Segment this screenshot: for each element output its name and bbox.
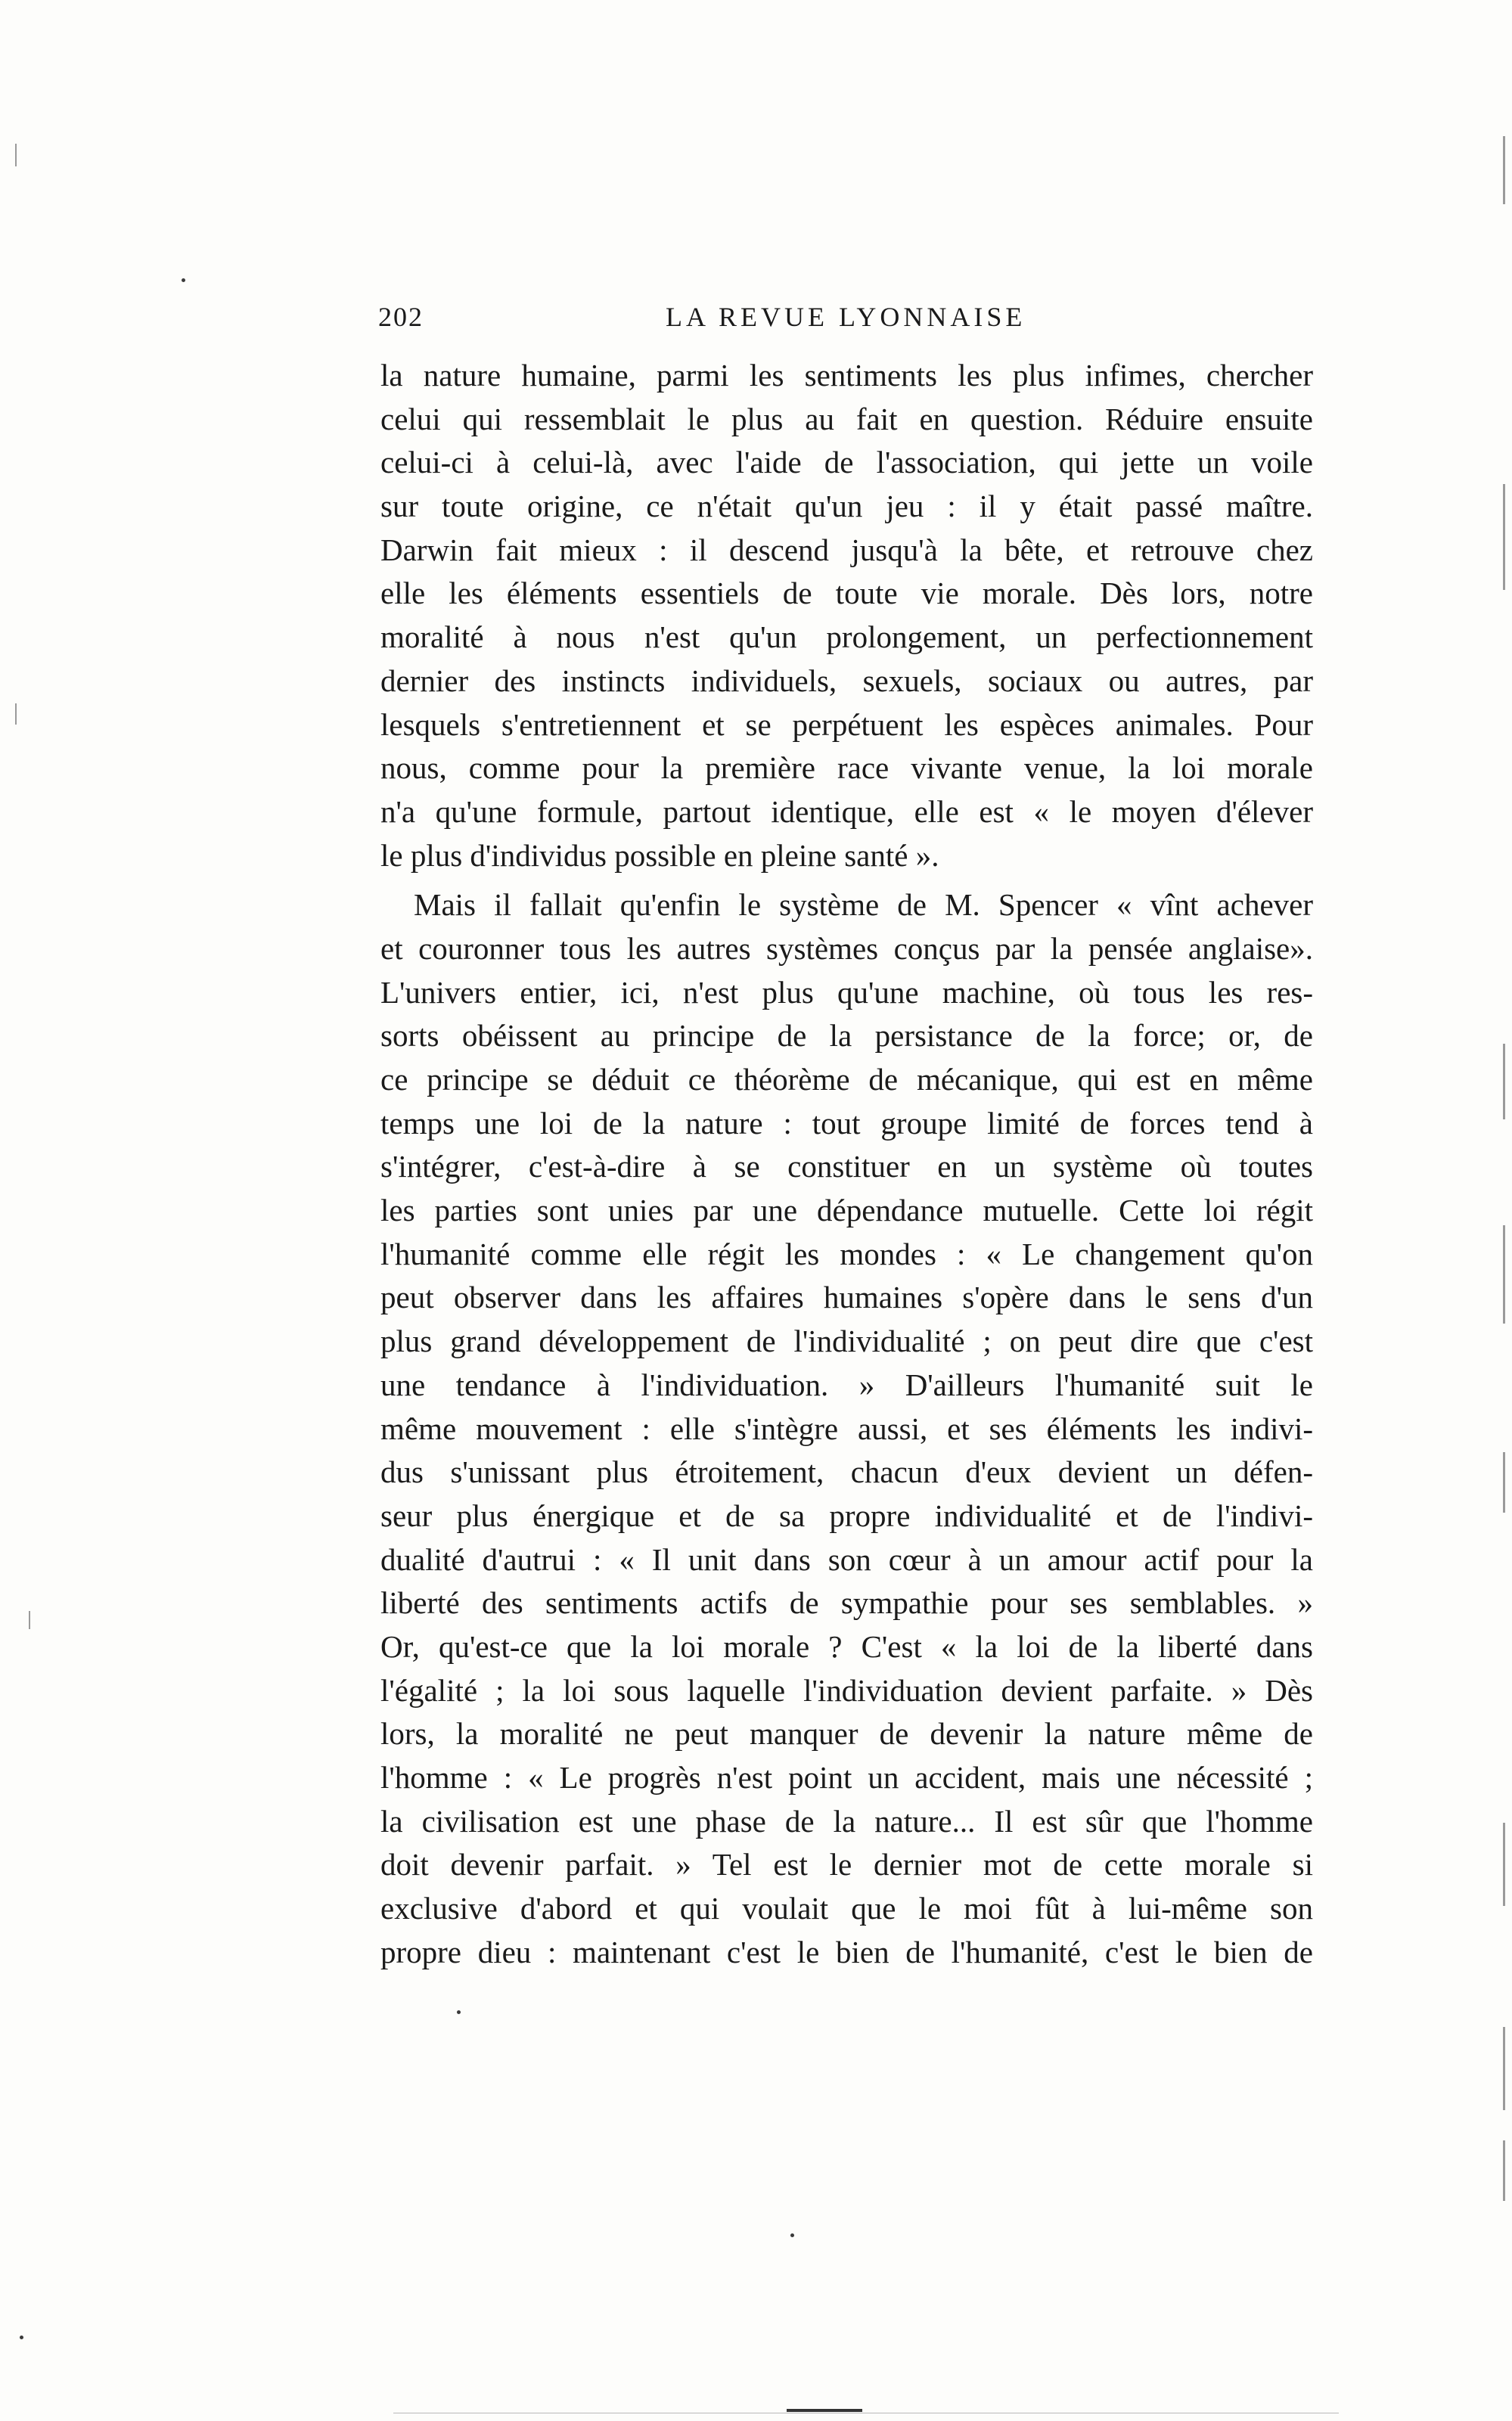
text-line: la nature humaine, parmi les sentiments les plus infimes, chercher xyxy=(380,358,1313,393)
text-line: Darwin fait mieux : il descend jusqu'à la bête, et retrouve chez xyxy=(380,532,1313,567)
scan-speck xyxy=(457,2010,461,2014)
text-line: exclusive d'abord et qui voulait que le moi fût à lui-même son xyxy=(380,1891,1313,1926)
scan-edge-mark xyxy=(15,144,17,166)
text-line: sorts obéissent au principe de la persistance de la force; or, de xyxy=(380,1018,1313,1054)
text-line: dus s'unissant plus étroitement, chacun d'eux devient un défen- xyxy=(380,1454,1313,1490)
text-line: liberté des sentiments actifs de sympathie pour ses semblables. » xyxy=(380,1585,1313,1621)
text-line: temps une loi de la nature : tout groupe limité de forces tend à xyxy=(380,1105,1313,1141)
scan-speck xyxy=(790,2233,794,2237)
text-line: même mouvement : elle s'intègre aussi, et ses éléments les indivi- xyxy=(380,1411,1313,1446)
text-line: ce principe se déduit ce théorème de mécanique, qui est en même xyxy=(380,1062,1313,1097)
text-line: s'intégrer, c'est-à-dire à se constituer en un système où toutes xyxy=(380,1149,1313,1184)
running-title: LA REVUE LYONNAISE xyxy=(666,302,1026,332)
text-line: l'humanité comme elle régit les mondes : « Le changement qu'on xyxy=(380,1236,1313,1271)
text-line: doit devenir parfait. » Tel est le dernier mot de cette morale si xyxy=(380,1847,1313,1882)
text-line: les parties sont unies par une dépendance mutuelle. Cette loi régit xyxy=(380,1193,1313,1228)
text-line: propre dieu : maintenant c'est le bien de l'humanité, c'est le bien de xyxy=(380,1934,1313,1969)
scan-edge-mark xyxy=(1503,1823,1505,1906)
text-line: une tendance à l'individuation. » D'ailleurs l'humanité suit le xyxy=(380,1367,1313,1402)
text-line: lesquels s'entretiennent et se perpétuent les espèces animales. Pour xyxy=(380,706,1313,742)
text-line: moralité à nous n'est qu'un prolongement, un perfectionnement xyxy=(380,619,1313,655)
text-line: dualité d'autrui : « Il unit dans son cœur à un amour actif pour la xyxy=(380,1541,1313,1577)
scan-edge-mark xyxy=(29,1611,30,1629)
scan-speck xyxy=(20,2336,23,2339)
text-line: le plus d'individus possible en pleine santé ». xyxy=(380,837,939,873)
scan-edge-mark xyxy=(15,703,17,725)
scan-speck xyxy=(182,278,185,282)
text-line: plus grand développement de l'individualité ; on peut dire que c'est xyxy=(380,1324,1313,1359)
body-text xyxy=(380,354,1313,1974)
text-line: sur toute origine, ce n'était qu'un jeu : il y était passé maître. xyxy=(380,489,1313,524)
text-line: Or, qu'est-ce que la loi morale ? C'est « la loi de la liberté dans xyxy=(380,1628,1313,1664)
text-line: nous, comme pour la première race vivante venue, la loi morale xyxy=(380,750,1313,786)
text-line: la civilisation est une phase de la nature... Il est sûr que l'homme xyxy=(380,1803,1313,1839)
text-line: celui qui ressemblait le plus au fait en question. Réduire ensuite xyxy=(380,401,1313,436)
text-line: dernier des instincts individuels, sexuels, sociaux ou autres, par xyxy=(380,663,1313,698)
scan-edge-mark xyxy=(1503,1044,1505,1119)
text-line: lors, la moralité ne peut manquer de devenir la nature même de xyxy=(380,1716,1313,1752)
scan-edge-mark xyxy=(1503,2027,1505,2110)
text-line: l'égalité ; la loi sous laquelle l'individuation devient parfaite. » Dès xyxy=(380,1672,1313,1708)
text-line: L'univers entier, ici, n'est plus qu'une machine, où tous les res- xyxy=(380,974,1313,1010)
scan-edge-mark xyxy=(1503,1225,1505,1324)
scan-edge-mark xyxy=(1503,484,1505,590)
page-number: 202 xyxy=(378,302,424,332)
text-line: elle les éléments essentiels de toute vie morale. Dès lors, notre xyxy=(380,576,1313,611)
text-line: n'a qu'une formule, partout identique, elle est « le moyen d'élever xyxy=(380,793,1313,829)
scan-edge-mark xyxy=(1503,2140,1505,2201)
text-line: peut observer dans les affaires humaines s'opère dans le sens d'un xyxy=(380,1280,1313,1315)
page-header xyxy=(378,301,1309,339)
text-line-paragraph-start: Mais il fallait qu'enfin le système de M. Spencer « vînt achever xyxy=(414,887,1313,923)
text-line: celui-ci à celui-là, avec l'aide de l'association, qui jette un voile xyxy=(380,445,1313,480)
scan-edge-mark xyxy=(1503,136,1505,204)
scan-edge-mark xyxy=(1503,1452,1505,1513)
text-line: l'homme : « Le progrès n'est point un accident, mais une nécessité ; xyxy=(380,1760,1313,1795)
scan-bottom-mark xyxy=(787,2409,862,2412)
text-line: et couronner tous les autres systèmes conçus par la pensée anglaise». xyxy=(380,930,1313,966)
text-line: seur plus énergique et de sa propre individualité et de l'indivi- xyxy=(380,1498,1313,1533)
